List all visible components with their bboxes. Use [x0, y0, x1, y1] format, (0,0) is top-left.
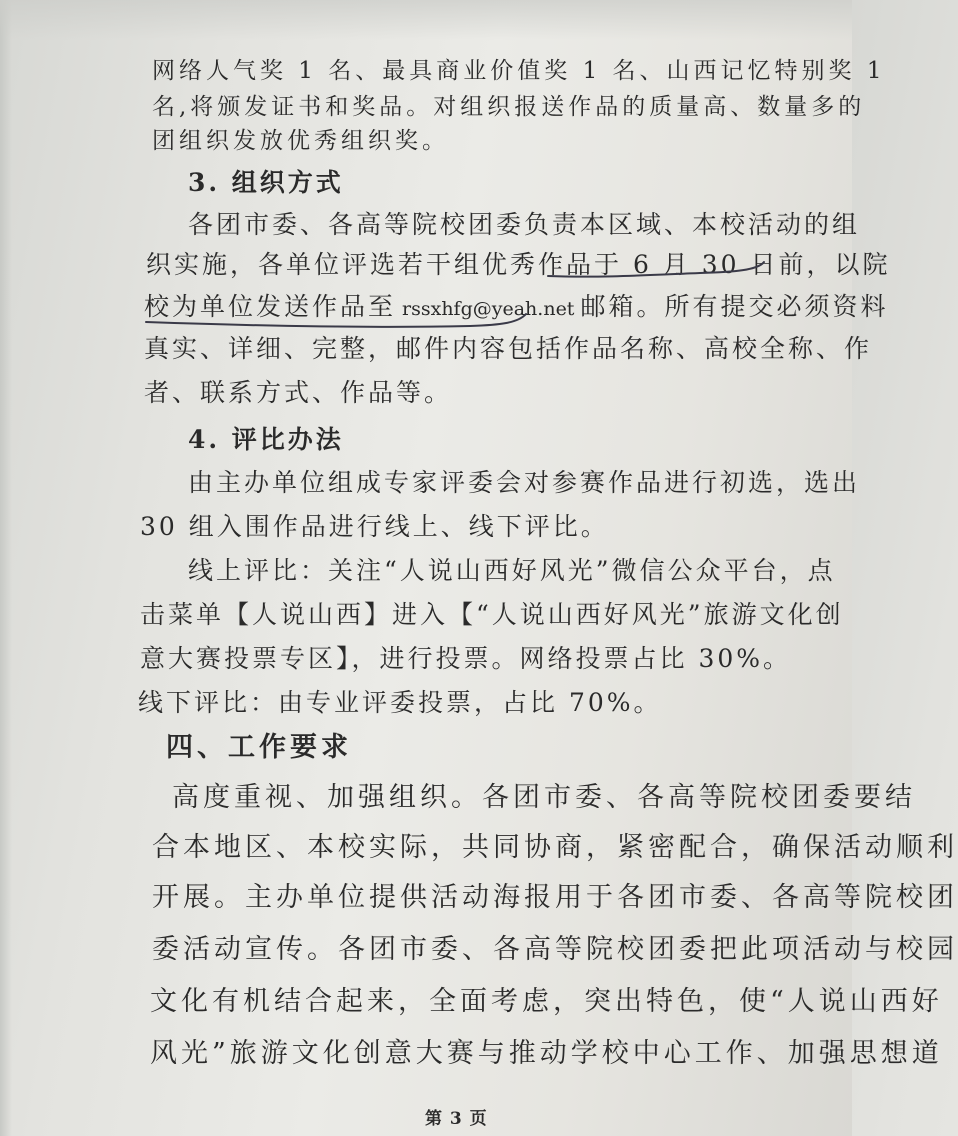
- text-line: 各团市委、各高等院校团委负责本区域、本校活动的组: [188, 210, 861, 239]
- text-line: 网络人气奖 1 名、最具商业价值奖 1 名、山西记忆特别奖 1: [152, 58, 886, 84]
- email-address: rssxhfg@yeah.net: [402, 298, 575, 320]
- text-line: 委活动宣传。各团市委、各高等院校团委把此项活动与校园: [152, 934, 958, 965]
- text-line: 高度重视、加强组织。各团市委、各高等院校团委要结: [172, 782, 916, 813]
- text-line: 击菜单【人说山西】进入【“人说山西好风光”旅游文化创: [140, 600, 844, 629]
- text-line: 合本地区、本校实际，共同协商，紧密配合，确保活动顺利: [152, 832, 958, 863]
- section-heading: 4. 评比办法: [188, 425, 344, 454]
- text-line: 名,将颁发证书和奖品。对组织报送作品的质量高、数量多的: [152, 94, 866, 120]
- page-number: 第 3 页: [425, 1109, 488, 1129]
- text-line: 者、联系方式、作品等。: [144, 378, 453, 407]
- text-line: 织实施，各单位评选若干组优秀作品于 6 月 30 日前，以院: [146, 250, 891, 279]
- page-shadow-top: [0, 0, 852, 40]
- text-line: 30 组入围作品进行线上、线下评比。: [140, 512, 609, 541]
- chapter-heading: 四、工作要求: [166, 732, 352, 763]
- email-line-prefix: 校为单位发送作品至: [144, 292, 397, 321]
- text-line: 风光”旅游文化创意大赛与推动学校中心工作、加强思想道: [150, 1038, 943, 1069]
- text-line: 开展。主办单位提供活动海报用于各团市委、各高等院校团: [152, 882, 958, 913]
- text-line: 由主办单位组成专家评委会对参赛作品进行初选，选出: [188, 468, 861, 497]
- text-line: 真实、详细、完整，邮件内容包括作品名称、高校全称、作: [144, 334, 873, 363]
- section-heading: 3. 组织方式: [188, 168, 344, 197]
- page-shadow-left: [0, 0, 12, 1136]
- text-line: 线上评比：关注“人说山西好风光”微信公众平台，点: [188, 556, 836, 585]
- text-line: 线下评比：由专业评委投票，占比 70%。: [138, 688, 662, 717]
- text-line: 文化有机结合起来，全面考虑，突出特色，使“人说山西好: [150, 986, 943, 1017]
- text-line-email: [144, 294, 888, 319]
- email-line-suffix: 邮箱。所有提交必须资料: [580, 292, 889, 321]
- text-line: 团组织发放优秀组织奖。: [152, 128, 449, 154]
- text-line: 意大赛投票专区】，进行投票。网络投票占比 30%。: [140, 644, 792, 673]
